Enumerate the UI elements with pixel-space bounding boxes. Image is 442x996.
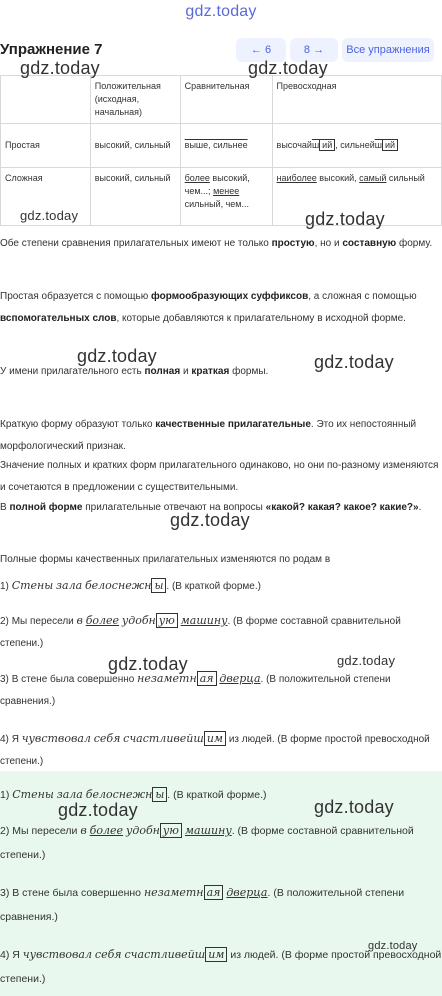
example-text: Я — [11, 734, 19, 745]
helper-word: более — [89, 824, 124, 837]
word-ending: ую — [156, 613, 178, 628]
paragraph — [0, 414, 442, 458]
paragraph: Полные формы качественных прилагательных изменяются по родам в — [0, 554, 331, 565]
example-4 — [0, 728, 442, 773]
helper-word: более — [85, 614, 120, 627]
handwritten-word: в — [76, 614, 83, 627]
text: В — [0, 502, 10, 513]
watermark: gdz.today — [20, 208, 79, 223]
bold-text: полная — [144, 366, 181, 377]
helper-word: самый — [359, 173, 387, 183]
handwritten-word: зала — [56, 788, 83, 801]
table-header-row — [1, 76, 442, 124]
watermark: gdz.today — [314, 797, 394, 817]
word-stem: белоснежн — [85, 788, 153, 801]
watermark: gdz.today — [58, 800, 138, 820]
handwritten-word: чувствовал — [21, 732, 91, 745]
degrees-table — [0, 75, 442, 226]
prev-exercise-button[interactable]: ← 6 — [236, 38, 286, 62]
word-ending: ы — [151, 578, 166, 593]
word-stem: незаметн — [137, 672, 197, 685]
text: , но и — [314, 238, 343, 249]
example-number: 2) — [0, 616, 9, 627]
bold-text: полной форме — [9, 502, 83, 513]
helper-word: менее — [213, 186, 240, 196]
table-cell: высочайш ий , сильнейш ий — [272, 124, 441, 168]
table-cell: Простая — [1, 124, 91, 168]
text: Обе степени сравнения прилагательных имеют не только — [0, 238, 272, 249]
table-cell — [180, 124, 272, 168]
word-stem: удобн — [121, 614, 156, 627]
example-text: . (В краткой форме.) — [166, 581, 261, 592]
comparative-simple: выше, сильнее — [184, 140, 248, 150]
cell-text: высокий, — [212, 173, 250, 183]
word-ending: ий — [319, 139, 335, 151]
handwritten-word: чувствовал — [22, 948, 92, 961]
example-1 — [0, 575, 442, 598]
answer-2 — [0, 819, 442, 867]
example-text: . (В положительной степени сравнения.) — [0, 674, 391, 707]
superlative-word — [277, 139, 336, 151]
word-ending: ая — [204, 885, 224, 900]
example-text: В стене была совершенно — [11, 674, 135, 685]
word-stem: удобн — [125, 824, 160, 837]
helper-word: более — [184, 173, 210, 183]
table-cell: высокий, сильный — [90, 124, 180, 168]
watermark: gdz.today — [77, 346, 157, 366]
word-stem: незаметн — [143, 886, 204, 899]
watermark: gdz.today — [337, 653, 396, 668]
example-number: 3) — [0, 674, 9, 685]
handwritten-word: себя — [94, 948, 122, 961]
answer-3 — [0, 881, 442, 929]
example-number: 2) — [0, 825, 10, 837]
handwritten-word: машину — [184, 824, 232, 837]
word-ending: им — [204, 731, 226, 746]
example-text: Я — [12, 949, 20, 961]
bold-text: «какой? какая? какое? какие?» — [265, 502, 419, 513]
bold-text: формообразующих суффиксов — [151, 291, 309, 302]
watermark: gdz.today — [314, 352, 394, 372]
bold-text: простую — [271, 238, 315, 249]
table-cell — [180, 168, 272, 226]
superlative-word — [340, 139, 398, 151]
word-ending: ая — [197, 671, 217, 686]
watermark: gdz.today — [248, 58, 328, 78]
bold-text: краткая — [191, 366, 230, 377]
example-number: 4) — [0, 949, 10, 961]
handwritten-word: себя — [93, 732, 121, 745]
table-header-cell: Превосходная — [272, 76, 441, 124]
example-text: . (В форме составной сравнительной степени.) — [0, 616, 401, 649]
table-header-cell — [1, 76, 91, 124]
handwritten-word: дверца — [226, 886, 268, 899]
paragraph — [0, 233, 442, 255]
example-3 — [0, 668, 442, 713]
word-ending: ий — [382, 139, 398, 151]
table-header-cell: Положительная (исходная, начальная) — [90, 76, 180, 124]
table-cell: Сложная — [1, 168, 91, 226]
word-stem: белоснежн — [84, 579, 152, 592]
example-number: 1) — [0, 581, 9, 592]
text: . Это их непостоянный морфологический признак. — [0, 419, 417, 452]
text: , а сложная с помощью — [308, 291, 417, 302]
word-ending: ую — [160, 823, 182, 838]
text: формы. — [229, 366, 269, 377]
table-row — [1, 124, 442, 168]
example-text: . (В форме составной сравнительной степени.) — [0, 825, 414, 861]
text: форму. — [396, 238, 433, 249]
example-2 — [0, 610, 442, 655]
handwritten-word: зала — [56, 579, 83, 592]
text: и — [180, 366, 192, 377]
watermark: gdz.today — [305, 209, 385, 229]
table-cell: высокий, сильный — [90, 168, 180, 226]
word-stem: счастливейш — [123, 732, 204, 745]
word-suffix: ш — [374, 140, 382, 150]
word-ending: ы — [152, 787, 167, 802]
example-text: Мы пересели — [11, 616, 74, 627]
example-text: из людей. (В форме простой превосходной степени.) — [0, 949, 442, 985]
example-text: Мы пересели — [12, 825, 78, 837]
example-text: . (В положительной степени сравнения.) — [0, 887, 405, 923]
cell-text: чем...; — [184, 186, 211, 196]
watermark: gdz.today — [368, 940, 418, 952]
bold-text: вспомогательных слов — [0, 313, 117, 324]
word-suffix: ш — [311, 140, 320, 150]
example-text: В стене была совершенно — [12, 887, 142, 899]
example-text: из людей. (В форме простой превосходной степени.) — [0, 734, 430, 767]
handwritten-word: дверца — [219, 672, 261, 685]
text: прилагательные отвечают на вопросы — [82, 502, 266, 513]
cell-text: высокий, — [319, 173, 357, 183]
example-number: 4) — [0, 734, 9, 745]
text: У имени прилагательного есть — [0, 366, 145, 377]
cell-text: сильный — [388, 173, 425, 183]
handwritten-word: в — [80, 824, 87, 837]
word-stem: счастливейш — [124, 948, 206, 961]
page-title: Упражнение 7 — [0, 41, 103, 58]
table-header-cell: Сравнительная — [180, 76, 272, 124]
example-text: . (В краткой форме.) — [167, 789, 267, 801]
text: Простая образуется с помощью — [0, 291, 151, 302]
cell-text: сильный, чем... — [184, 199, 249, 209]
bold-text: составную — [342, 238, 397, 249]
word-ending: им — [205, 947, 227, 962]
helper-word: наиболее — [276, 173, 317, 183]
bold-text: качественные прилагательные — [155, 419, 311, 430]
handwritten-word: Стены — [11, 579, 54, 592]
handwritten-word: Стены — [12, 788, 54, 801]
example-number: 3) — [0, 887, 10, 899]
site-logo[interactable]: gdz.today — [185, 3, 257, 20]
paragraph: Значение полных и кратких форм прилагательного одинаково, но они по-разному изменяются и сочетаются в предложении с существительными. — [0, 460, 439, 493]
paragraph — [0, 286, 442, 330]
text: Краткую форму образуют только — [0, 419, 156, 430]
next-exercise-button[interactable]: 8 → — [290, 38, 338, 62]
all-exercises-button[interactable]: Все упражнения — [342, 38, 434, 62]
example-number: 1) — [0, 789, 10, 801]
watermark: gdz.today — [108, 654, 188, 674]
handwritten-word: машину — [180, 614, 228, 627]
watermark: gdz.today — [20, 58, 100, 78]
watermark: gdz.today — [170, 510, 250, 530]
text: . — [418, 502, 422, 513]
text: , которые добавляются к прилагательному в исходной форме. — [116, 313, 406, 324]
word-stem: сильней — [340, 140, 375, 150]
word-stem: высочай — [276, 140, 312, 150]
